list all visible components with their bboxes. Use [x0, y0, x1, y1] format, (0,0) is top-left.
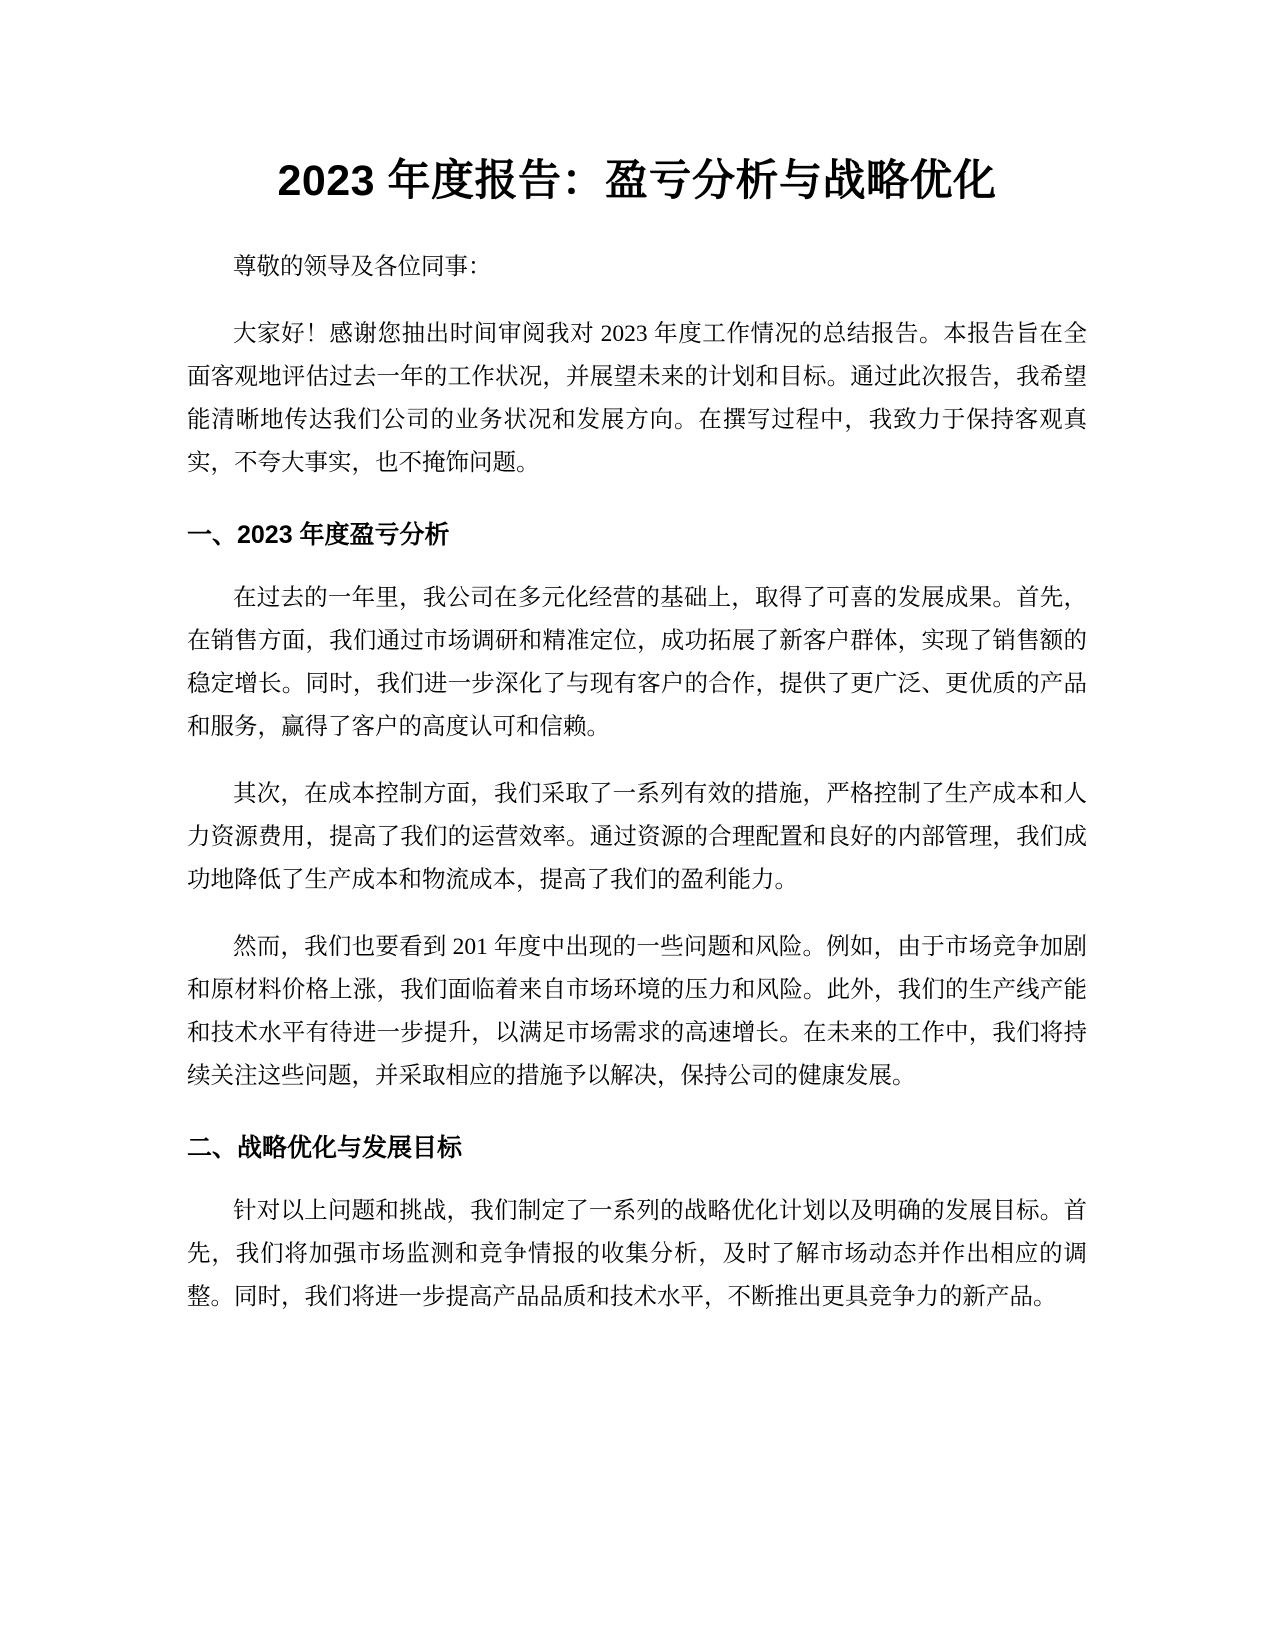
section-heading-strategy: 二、战略优化与发展目标: [187, 1134, 463, 1162]
body-paragraph: 然而，我们也要看到 201 年度中出现的一些问题和风险。例如，由于市场竞争加剧和原材料价格上涨，我们面临着来自市场环境的压力和风险。此外，我们的生产线产能和技术水平有待进一步提升，以满足市场需求的高速增长。在未来的工作中，我们将持续关注这些问题，并采取相应的措施予以解决，保持公司的健康发展。: [187, 934, 1087, 1089]
body-paragraph: 针对以上问题和挑战，我们制定了一系列的战略优化计划以及明确的发展目标。首先，我们将加强市场监测和竞争情报的收集分析，及时了解市场动态并作出相应的调整。同时，我们将进一步提高产品品质和技术水平，不断推出更具竞争力的新产品。: [187, 1198, 1087, 1310]
intro-paragraph: 大家好！感谢您抽出时间审阅我对 2023 年度工作情况的总结报告。本报告旨在全面客观地评估过去一年的工作状况，并展望未来的计划和目标。通过此次报告，我希望能清晰地传达我们公司的业务状况和发展方向。在撰写过程中，我致力于保持客观真实，不夸大事实，也不掩饰问题。: [187, 321, 1087, 476]
salutation: 尊敬的领导及各位同事：: [233, 254, 492, 280]
body-paragraph: 其次，在成本控制方面，我们采取了一系列有效的措施，严格控制了生产成本和人力资源费用，提高了我们的运营效率。通过资源的合理配置和良好的内部管理，我们成功地降低了生产成本和物流成本，提高了我们的盈利能力。: [187, 781, 1087, 893]
body-paragraph: 在过去的一年里，我公司在多元化经营的基础上，取得了可喜的发展成果。首先，在销售方面，我们通过市场调研和精准定位，成功拓展了新客户群体，实现了销售额的稳定增长。同时，我们进一步深化了与现有客户的合作，提供了更广泛、更优质的产品和服务，赢得了客户的高度认可和信赖。: [187, 585, 1087, 740]
document-page: [187, 150, 1087, 1319]
section-heading-profit-loss: 一、2023 年度盈亏分析: [187, 521, 450, 549]
document-title: 2023 年度报告：盈亏分析与战略优化: [277, 157, 997, 205]
